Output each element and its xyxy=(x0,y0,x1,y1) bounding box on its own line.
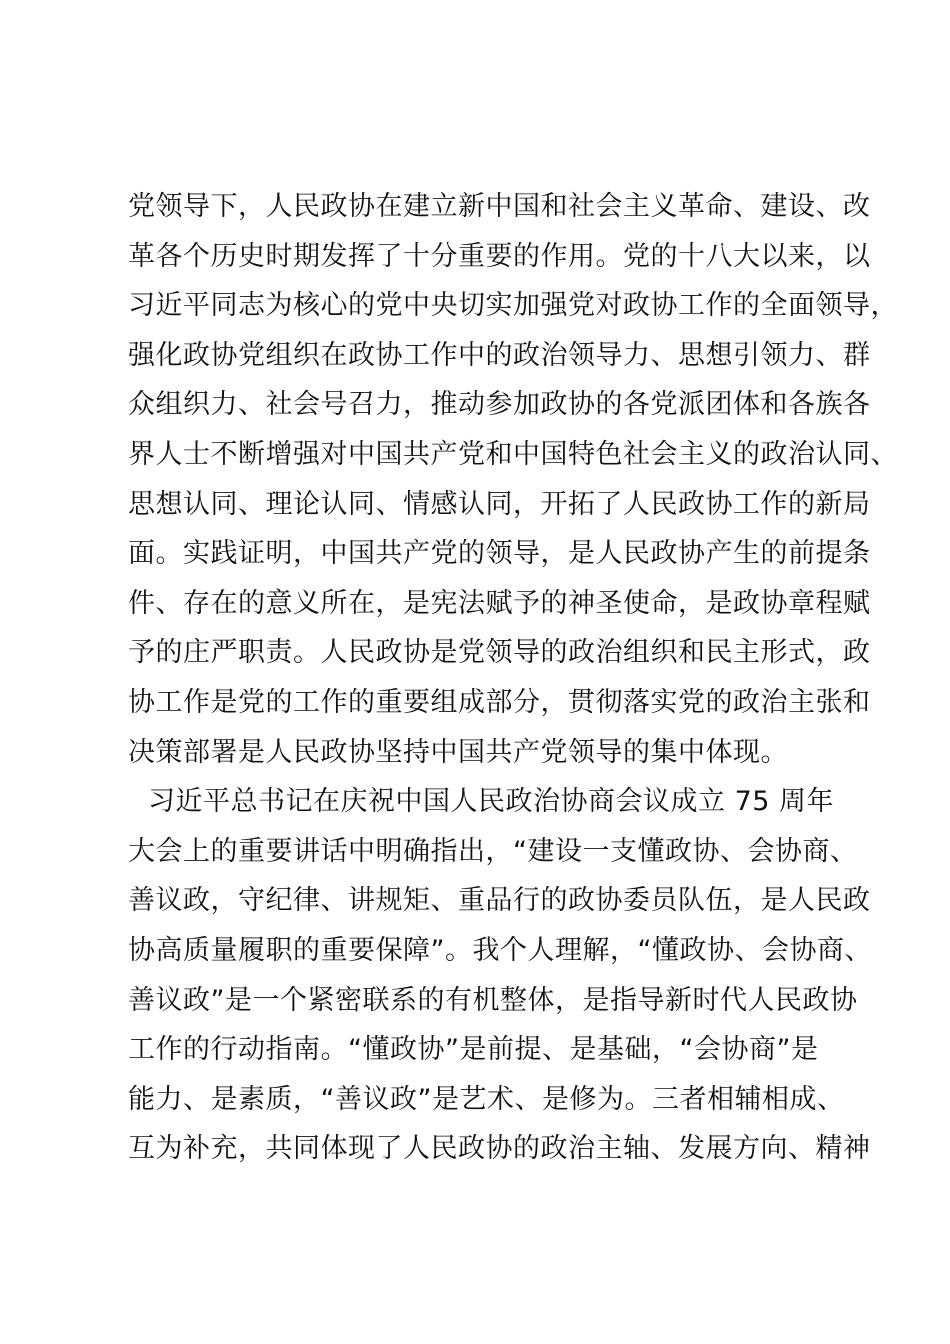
text-line: 面。实践证明，中国共产党的领导，是人民政协产生的前提条 xyxy=(128,538,871,570)
paragraph-2 xyxy=(128,777,872,1174)
text-line: 革各个历史时期发挥了十分重要的作用。党的十八大以来，以 xyxy=(128,240,871,272)
text-line: 决策部署是人民政协坚持中国共产党领导的集中体现。 xyxy=(128,736,788,768)
text-line: 习近平总书记在庆祝中国人民政治协商会议成立 75 周年 xyxy=(148,786,835,818)
text-line: 协高质量履职的重要保障”。我个人理解，“懂政协、会协商、 xyxy=(128,934,872,966)
text-line: 党领导下，人民政协在建立新中国和社会主义革命、建设、改 xyxy=(128,191,871,222)
text-line: 互为补充，共同体现了人民政协的政治主轴、发展方向、精神 xyxy=(128,1133,871,1165)
text-line: 协工作是党的工作的重要组成部分，贯彻落实党的政治主张和 xyxy=(128,686,871,718)
text-line: 能力、是素质，“善议政”是艺术、是修为。三者相辅相成、 xyxy=(128,1083,845,1115)
text-line: 善议政”是一个紧密联系的有机整体，是指导新时代人民政协 xyxy=(128,984,858,1016)
text-line: 习近平同志为核心的党中央切实加强党对政协工作的全面领导， xyxy=(128,290,898,322)
body-text xyxy=(128,182,898,1174)
text-line: 件、存在的意义所在，是宪法赋予的神圣使命，是政协章程赋 xyxy=(128,587,871,619)
text-line: 思想认同、理论认同、情感认同，开拓了人民政协工作的新局 xyxy=(128,488,871,520)
text-line: 大会上的重要讲话中明确指出，“建设一支懂政协、会协商、 xyxy=(128,835,858,867)
text-line: 界人士不断增强对中国共产党和中国特色社会主义的政治认同、 xyxy=(128,438,898,470)
text-line: 善议政，守纪律、讲规矩、重品行的政协委员队伍，是人民政 xyxy=(128,885,871,917)
text-line: 予的庄严职责。人民政协是党领导的政治组织和民主形式，政 xyxy=(128,637,871,669)
text-line: 强化政协党组织在政协工作中的政治领导力、思想引领力、群 xyxy=(128,339,871,371)
text-line: 众组织力、社会号召力，推动参加政协的各党派团体和各族各 xyxy=(128,389,871,421)
paragraph-1 xyxy=(128,182,898,777)
text-line: 工作的行动指南。“懂政协”是前提、是基础，“会协商”是 xyxy=(128,1034,819,1066)
